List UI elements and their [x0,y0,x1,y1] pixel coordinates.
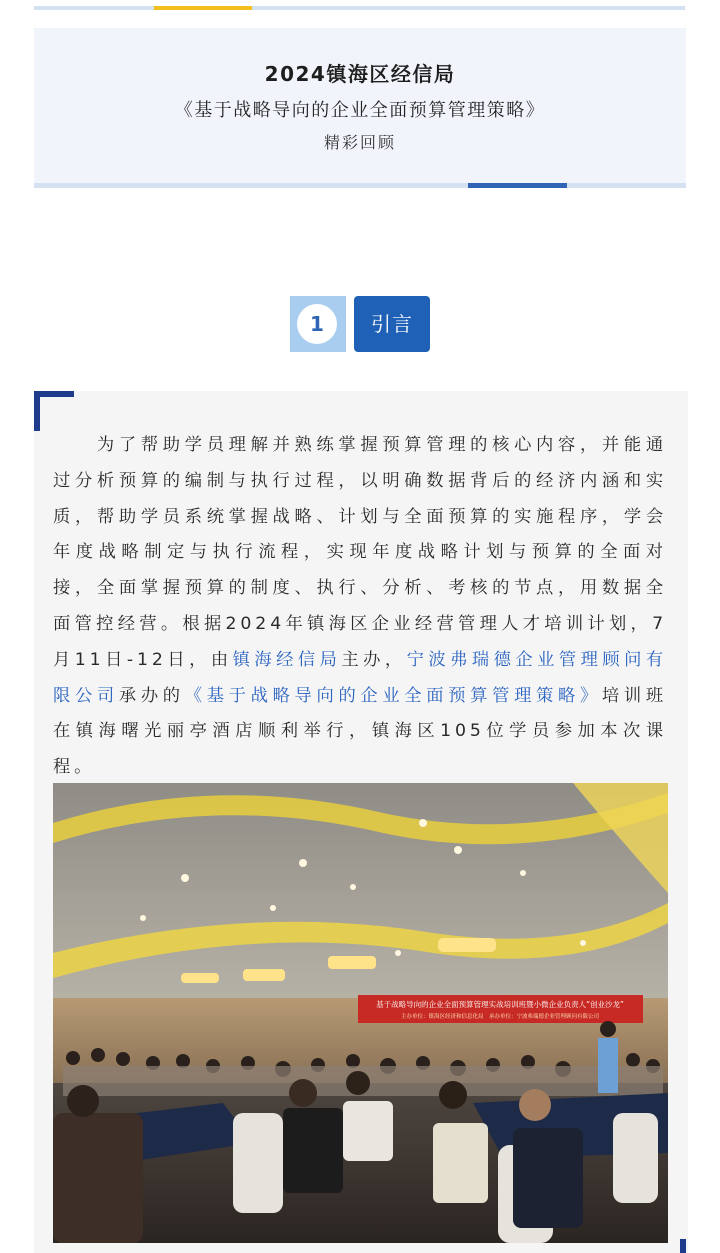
corner-bracket-left [34,391,40,431]
organizer-link[interactable]: 镇海经信局 [232,649,342,670]
header-subtitle-review: 精彩回顾 [323,133,396,152]
header-title: 2024镇海区经信局 [264,62,456,86]
header-top-divider [34,6,685,10]
banner-subtitle: 主办单位：镇海区经济和信息化局 承办单位：宁波弗瑞德企业管理顾问有限公司 [400,1014,600,1020]
intro-text-3: 承办的 [118,685,185,706]
corner-bracket-bottom-right [680,1239,686,1253]
intro-text-2: 主办， [341,649,407,670]
company-link[interactable]: 宁波弗瑞德企业管理顾问有限公司 [53,649,667,706]
banner-title: 基于战略导向的企业全面预算管理实战培训班暨小微企业负责人“创业沙龙” [376,1000,624,1009]
section-number: 1 [297,304,337,344]
section-number-badge [290,296,346,352]
course-link[interactable]: 《基于战略导向的企业全面预算管理策略》 [184,685,602,706]
corner-bracket-top [34,391,74,397]
header-subtitle: 《基于战略导向的企业全面预算管理策略》 [174,100,546,121]
intro-text-1: 为了帮助学员理解并熟练掌握预算管理的核心内容，并能通过分析预算的编制与执行过程，以明确数据背后的经济内涵和实质，帮助学员系统掌握战略、计划与全面预算的实施程序，学会年度战略制定与执行流程，实现年度战略计划与预算的全面对接，全面掌握预算的制度、执行、分析、考核的节点，用数据全面管控经营。根据2024年镇海区企业经营管理人才培训计划，7月11日-12日，由 [53,435,667,670]
section-title-button: 引言 [354,296,430,352]
header-card [34,28,686,183]
intro-paragraph [53,428,667,786]
header-bottom-divider [34,183,686,188]
intro-text-4: 培训班在镇海曙光丽亭酒店顺利举行，镇海区105位学员参加本次课程。 [53,685,667,778]
header-bottom-accent [468,183,567,188]
header-top-accent [154,6,252,10]
training-session-photo [53,783,668,1243]
